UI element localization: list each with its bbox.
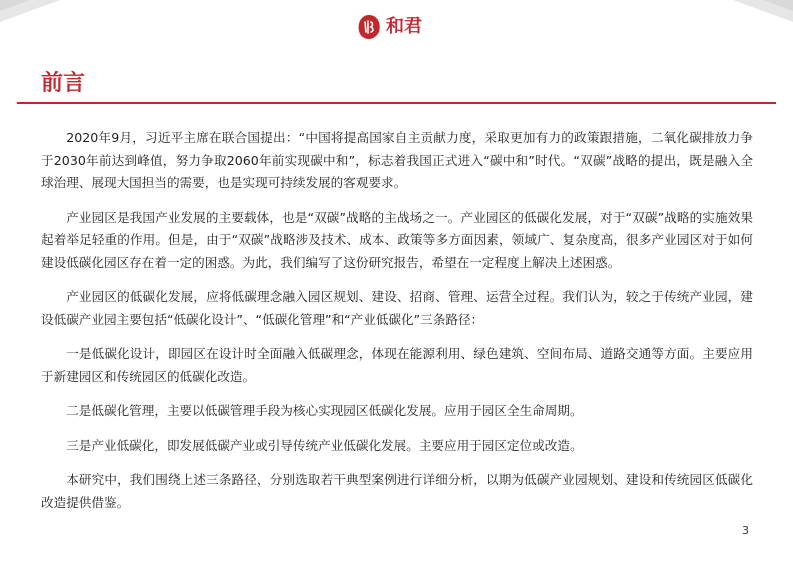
paragraph-industrial-parks: 产业园区是我国产业发展的主要载体，也是“双碳”战略的主战场之一。产业园区的低碳化发展，对于“双碳”战略的实施效果起着举足轻重的作用。但是，由于“双碳”战略涉及技术、成本、政策等多方面因素，领域广、复杂度高，很多产业园区对于如何建设低碳化园区存在着一定的困惑。为此，我们编写了这份研究报告，希望在一定程度上解决上述困惑。 (41, 209, 753, 270)
paragraph-path-design: 一是低碳化设计，即园区在设计时全面融入低碳理念，体现在能源利用、绿色建筑、空间布局、道路交通等方面。主要应用于新建园区和传统园区的低碳化改造。 (41, 346, 753, 384)
paragraph-low-carbon-paths: 产业园区的低碳化发展，应将低碳理念融入园区规划、建设、招商、管理、运营全过程。我们认为，较之于传统产业园，建设低碳产业园主要包括“低碳化设计”、“低碳化管理”和“产业低碳化”三条路径： (41, 289, 753, 327)
page-number: 3 (742, 524, 749, 537)
body-text (41, 127, 753, 526)
seal-logo-icon (357, 14, 381, 40)
logo-text: 和君 (386, 16, 422, 37)
paragraph-path-industry: 三是产业低碳化，即发展低碳产业或引导传统产业低碳化发展。主要应用于园区定位或改造。 (66, 437, 583, 453)
paragraph-conclusion: 本研究中，我们围绕上述三条路径，分别选取若干典型案例进行详细分析，以期为低碳产业园规划、建设和传统园区低碳化改造提供借鉴。 (41, 472, 753, 510)
paragraph-path-management: 二是低碳化管理，主要以低碳管理手段为核心实现园区低碳化发展。应用于园区全生命周期。 (66, 403, 583, 418)
paragraph-intro: 2020年9月，习近平主席在联合国提出：“中国将提高国家自主贡献力度，采取更加有力的政策跟措施，二氧化碳排放力争于2030年前达到峰值，努力争取2060年前实现碳中和”，标志着我国正式进入“碳中和”时代。“双碳”战略的提出，既是融入全球治理、展现大国担当的需要，也是实现可持续发展的客观要求。 (41, 130, 753, 190)
company-logo (357, 14, 422, 40)
page-title: 前言 (41, 71, 86, 96)
title-divider (17, 102, 776, 104)
